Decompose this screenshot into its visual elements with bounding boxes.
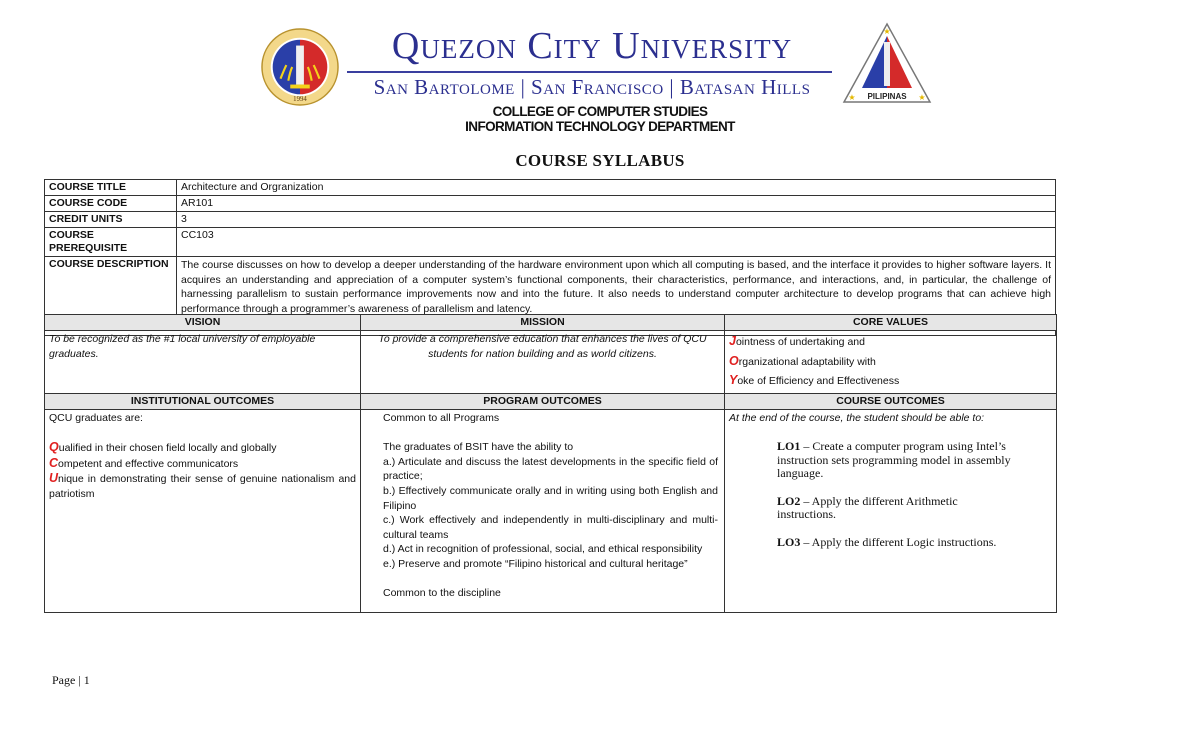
- course-description-label: COURSE DESCRIPTION: [45, 257, 177, 318]
- vision-header: VISION: [45, 315, 361, 331]
- department-name: INFORMATION TECHNOLOGY DEPARTMENT: [465, 119, 735, 134]
- outcomes-content-row: [45, 410, 1057, 613]
- credit-units-label: CREDIT UNITS: [45, 212, 177, 228]
- table-row: [45, 257, 1056, 318]
- program-item: d.) Act in recognition of professional, social, and ethical responsibility: [383, 543, 703, 556]
- course-description-value: The course discusses on how to develop a deeper understanding of the hardware environment upon which all computing is based, and the interface it provides to higher software layers. It acquires an understanding and appreciation of a computer system’s functional components, their characteristics, performance, and interactions, and, in particular, the challenge of harnessing parallelism to sustain performance improvements now and into the future. It also needs to understand computer architecture to develop programs that can achieve high performance through a programmer’s awareness of parallelism and latency.: [177, 257, 1056, 318]
- table-row: [45, 212, 1056, 228]
- vmc-content-row: [45, 331, 1057, 394]
- blank-line: [49, 426, 356, 441]
- institutional-outcomes-cell: [45, 410, 361, 613]
- learning-outcome-item: LO2 – Apply the different Arithmetic instructions.: [777, 493, 958, 521]
- program-item: a.) Articulate and discuss the latest developments in the specific field of practice;: [383, 455, 718, 483]
- course-outcomes-cell: [725, 410, 1057, 613]
- learning-outcomes-list: [729, 440, 1052, 549]
- college-name: COLLEGE OF COMPUTER STUDIES: [492, 104, 708, 119]
- course-info-table: [44, 179, 1056, 336]
- course-code-value: AR101: [177, 196, 1056, 212]
- learning-outcome-item: LO3 – Apply the different Logic instructions.: [777, 534, 997, 549]
- program-outcomes-cell: [361, 410, 725, 613]
- institutional-item: Unique in demonstrating their sense of genuine nationalism and patriotism: [49, 471, 356, 500]
- svg-text:PILIPINAS: PILIPINAS: [867, 92, 907, 101]
- program-common-all: Common to all Programs: [383, 412, 500, 424]
- institutional-outcomes-header: INSTITUTIONAL OUTCOMES: [45, 394, 361, 410]
- mission-text: To provide a comprehensive education that enhances the lives of QCU students for nation building and as world citizens.: [361, 331, 725, 394]
- course-prerequisite-label: COURSE PREREQUISITE: [45, 228, 177, 257]
- course-outcomes-intro: At the end of the course, the student should be able to:: [729, 412, 985, 424]
- document-header: [0, 0, 1200, 180]
- institutional-item: Qualified in their chosen field locally and globally: [49, 440, 277, 455]
- svg-text:★: ★: [848, 93, 856, 102]
- course-outcomes-header: COURSE OUTCOMES: [725, 394, 1057, 410]
- core-value-item: Organizational adaptability with: [729, 353, 876, 368]
- program-outcomes-header: PROGRAM OUTCOMES: [361, 394, 725, 410]
- blank-line: [383, 572, 718, 587]
- learning-outcome-item: LO1 – Create a computer program using Intel’s instruction sets programming model in assembly language.: [777, 439, 1011, 480]
- core-values-header: CORE VALUES: [725, 315, 1057, 331]
- vmc-header-row: [45, 315, 1057, 331]
- core-value-item: Yoke of Efficiency and Effectiveness: [729, 373, 900, 387]
- city-seal-icon: [842, 22, 932, 104]
- campus-list: San Bartolome | San Francisco | Batasan Hills: [373, 75, 811, 99]
- course-title-label: COURSE TITLE: [45, 180, 177, 196]
- course-prerequisite-value: CC103: [177, 228, 1056, 257]
- university-seal-icon: [261, 28, 339, 106]
- core-values-list: [725, 331, 1057, 394]
- vision-mission-outcomes-table: [44, 314, 1057, 613]
- svg-text:★: ★: [883, 27, 891, 36]
- table-row: [45, 196, 1056, 212]
- course-title-value: Architecture and Orgranization: [177, 180, 1056, 196]
- table-row: [45, 228, 1056, 257]
- program-item: e.) Preserve and promote “Filipino historical and cultural heritage”: [383, 557, 688, 570]
- svg-text:★: ★: [918, 93, 926, 102]
- program-item: c.) Work effectively and independently in multi-disciplinary and multi-cultural teams: [383, 514, 718, 541]
- program-common-discipline: Common to the discipline: [383, 587, 501, 600]
- credit-units-value: 3: [177, 212, 1056, 228]
- institutional-item: Competent and effective communicators: [49, 455, 239, 470]
- header-divider: [347, 71, 832, 73]
- blank-line: [383, 426, 718, 441]
- table-row: [45, 180, 1056, 196]
- program-intro: The graduates of BSIT have the ability to: [383, 441, 574, 454]
- vision-text: To be recognized as the #1 local university of employable graduates.: [45, 331, 361, 394]
- mission-header: MISSION: [361, 315, 725, 331]
- program-item: b.) Effectively communicate orally and in writing using both English and Filipino: [383, 484, 718, 512]
- svg-text:1994: 1994: [293, 96, 307, 104]
- university-name: Quezon City University: [391, 25, 793, 67]
- institutional-intro: QCU graduates are:: [49, 412, 143, 424]
- core-value-item: Jointness of undertaking and: [729, 334, 865, 348]
- page-number: Page | 1: [52, 673, 90, 687]
- outcomes-header-row: [45, 394, 1057, 410]
- course-code-label: COURSE CODE: [45, 196, 177, 212]
- document-title: COURSE SYLLABUS: [515, 151, 685, 170]
